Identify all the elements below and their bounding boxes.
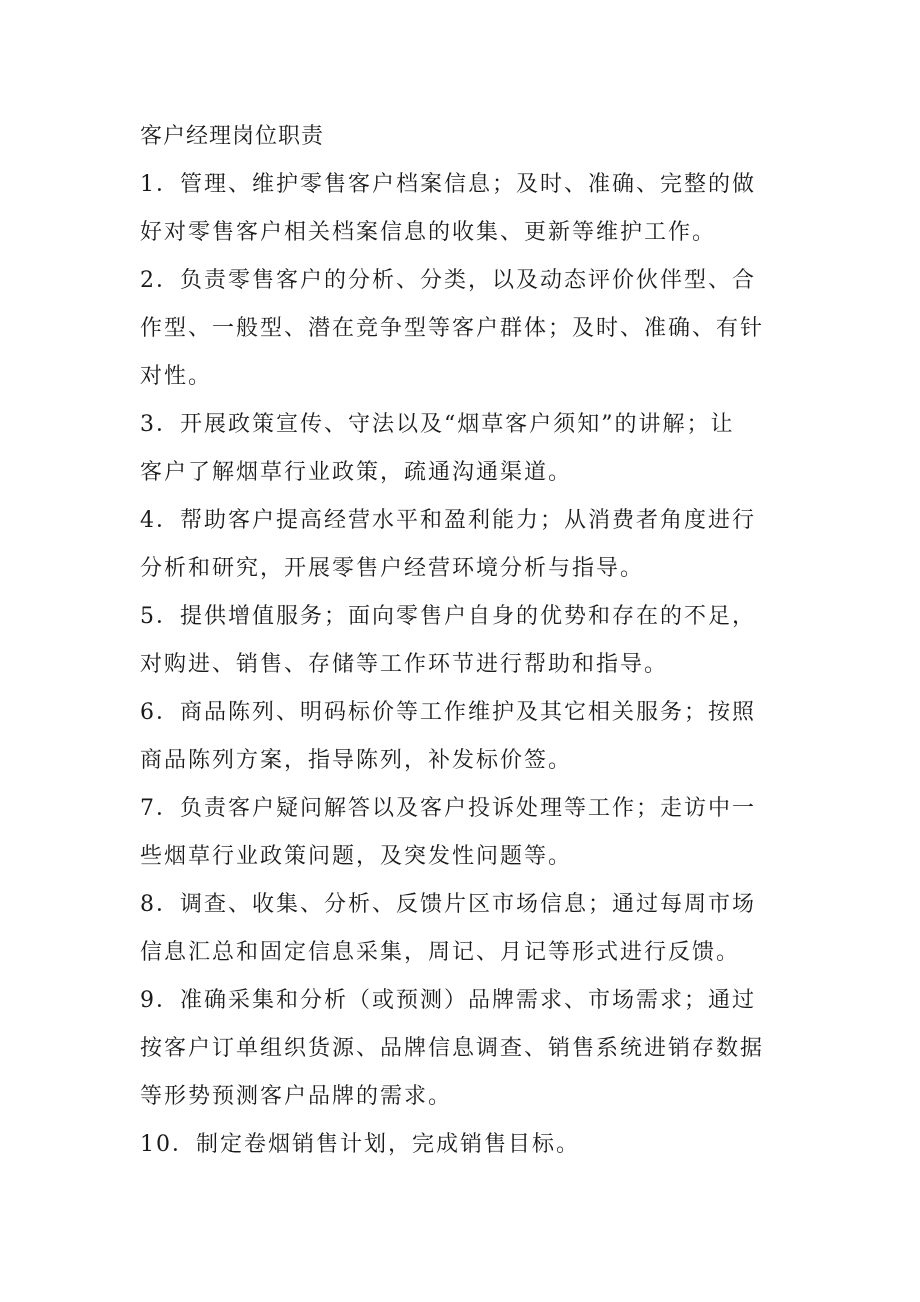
duty-line: 4．帮助客户提高经营水平和盈利能力；从消费者角度进行	[140, 508, 756, 533]
duty-line: 客户了解烟草行业政策，疏通沟通渠道。	[140, 460, 573, 485]
duty-line: 3．开展政策宣传、守法以及“烟草客户须知”的讲解；让	[140, 412, 735, 437]
duty-item-9	[140, 977, 790, 1121]
duty-line: 8．调查、收集、分析、反馈片区市场信息；通过每周市场	[140, 892, 756, 917]
duty-line: 1．管理、维护零售客户档案信息；及时、准确、完整的做	[140, 172, 756, 197]
duty-line: 好对零售客户相关档案信息的收集、更新等维护工作。	[140, 220, 717, 245]
duty-line: 等形势预测客户品牌的需求。	[140, 1084, 453, 1109]
duty-line: 分析和研究，开展零售户经营环境分析与指导。	[140, 556, 645, 581]
duty-item-6	[140, 689, 790, 785]
duty-line: 9．准确采集和分析（或预测）品牌需求、市场需求；通过	[140, 988, 756, 1013]
duty-line: 7．负责客户疑问解答以及客户投诉处理等工作；走访中一	[140, 796, 756, 821]
duty-line: 10．制定卷烟销售计划，完成销售目标。	[140, 1132, 580, 1157]
duty-item-3	[140, 401, 790, 497]
duty-item-5	[140, 593, 790, 689]
duty-item-2	[140, 257, 790, 401]
duty-line: 2．负责零售客户的分析、分类，以及动态评价伙伴型、合	[140, 268, 756, 293]
duty-line: 6．商品陈列、明码标价等工作维护及其它相关服务；按照	[140, 700, 756, 725]
duty-item-7	[140, 785, 790, 881]
duty-line: 些烟草行业政策问题，及突发性问题等。	[140, 844, 573, 869]
duty-line: 信息汇总和固定信息采集，周记、月记等形式进行反馈。	[140, 940, 741, 965]
duty-line: 作型、一般型、潜在竞争型等客户群体；及时、准确、有针	[140, 316, 765, 341]
duty-item-1	[140, 161, 790, 257]
duty-line: 对购进、销售、存储等工作环节进行帮助和指导。	[140, 652, 669, 677]
document-body	[140, 113, 790, 1169]
duty-item-10	[140, 1121, 790, 1169]
page-title: 客户经理岗位职责	[140, 124, 325, 149]
duty-item-8	[140, 881, 790, 977]
duty-item-4	[140, 497, 790, 593]
duty-line: 按客户订单组织货源、品牌信息调查、销售系统进销存数据	[140, 1036, 765, 1061]
duty-line: 对性。	[140, 364, 213, 389]
duty-line: 商品陈列方案，指导陈列，补发标价签。	[140, 748, 573, 773]
duty-line: 5．提供增值服务；面向零售户自身的优势和存在的不足，	[140, 604, 756, 629]
